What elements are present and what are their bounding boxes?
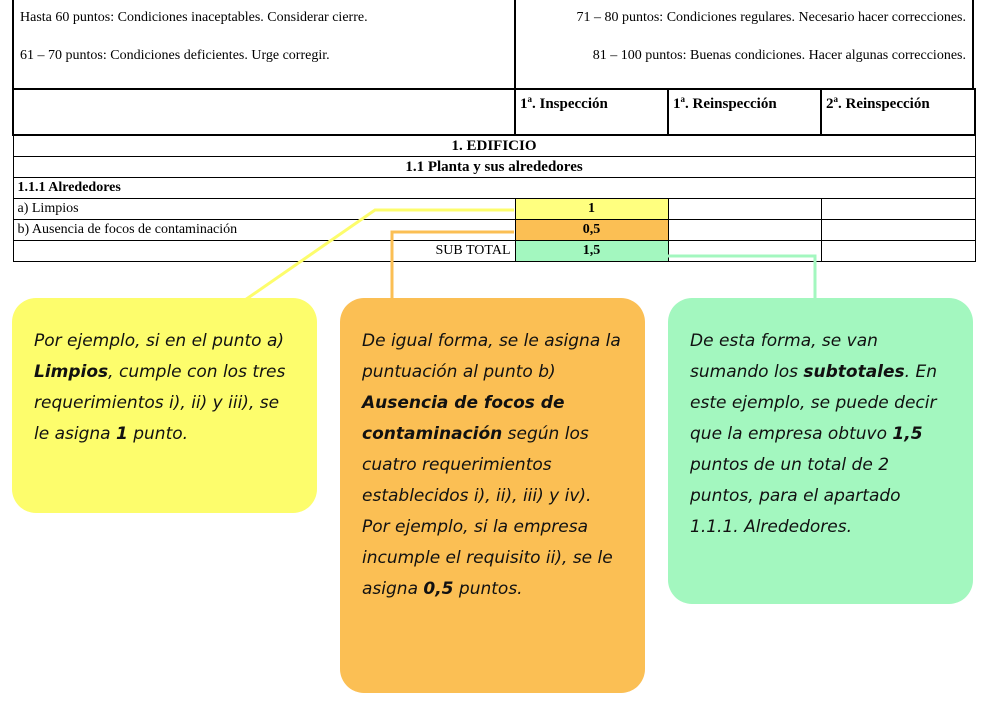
row-label: a) Limpios	[13, 199, 515, 220]
row-label: b) Ausencia de focos de contaminación	[13, 220, 515, 241]
header-first-inspection: 1$^a$. Inspección	[515, 89, 668, 135]
subtotal-score: 1,5	[515, 241, 668, 262]
orange-connector	[392, 232, 514, 300]
header-second-reinspection: 2$^a$. Reinspección	[821, 89, 975, 135]
legend-item: 61 – 70 puntos: Condiciones deficientes. Urge corregir.	[20, 48, 330, 63]
subsubsection-title: 1.1.1 Alrededores	[13, 178, 975, 199]
row-score: 0,5	[515, 220, 668, 241]
yellow-connector	[245, 210, 514, 300]
callout-green: De esta forma, se van sumando los subtotales. En este ejemplo, se puede decir que la empresa obtuvo 1,5 puntos de un total de 2 puntos, para el apartado 1.1.1. Alrededores.	[668, 298, 973, 604]
legend-item: 71 – 80 puntos: Condiciones regulares. Necesario hacer correcciones.	[576, 10, 966, 25]
subtotal-label: SUB TOTAL	[13, 241, 515, 262]
row-score: 1	[515, 199, 668, 220]
subsection-title: 1.1 Planta y sus alrededores	[13, 157, 975, 178]
callout-yellow: Por ejemplo, si en el punto a) Limpios, cumple con los tres requerimientos i), ii) y iii), se le asigna 1 punto.	[12, 298, 317, 513]
legend-item: Hasta 60 puntos: Condiciones inaceptables. Considerar cierre.	[20, 10, 368, 25]
section-title: 1. EDIFICIO	[13, 135, 975, 157]
header-first-reinspection: 1$^a$. Reinspección	[668, 89, 821, 135]
callout-orange: De igual forma, se le asigna la puntuación al punto b) Ausencia de focos de contaminación según los cuatro requerimientos establecidos i), ii), iii) y iv). Por ejemplo, si la empresa incumple el requisito ii), se le asigna 0,5 puntos.	[340, 298, 645, 693]
legend-item: 81 – 100 puntos: Buenas condiciones. Hacer algunas correcciones.	[592, 48, 966, 63]
green-connector	[667, 256, 815, 300]
